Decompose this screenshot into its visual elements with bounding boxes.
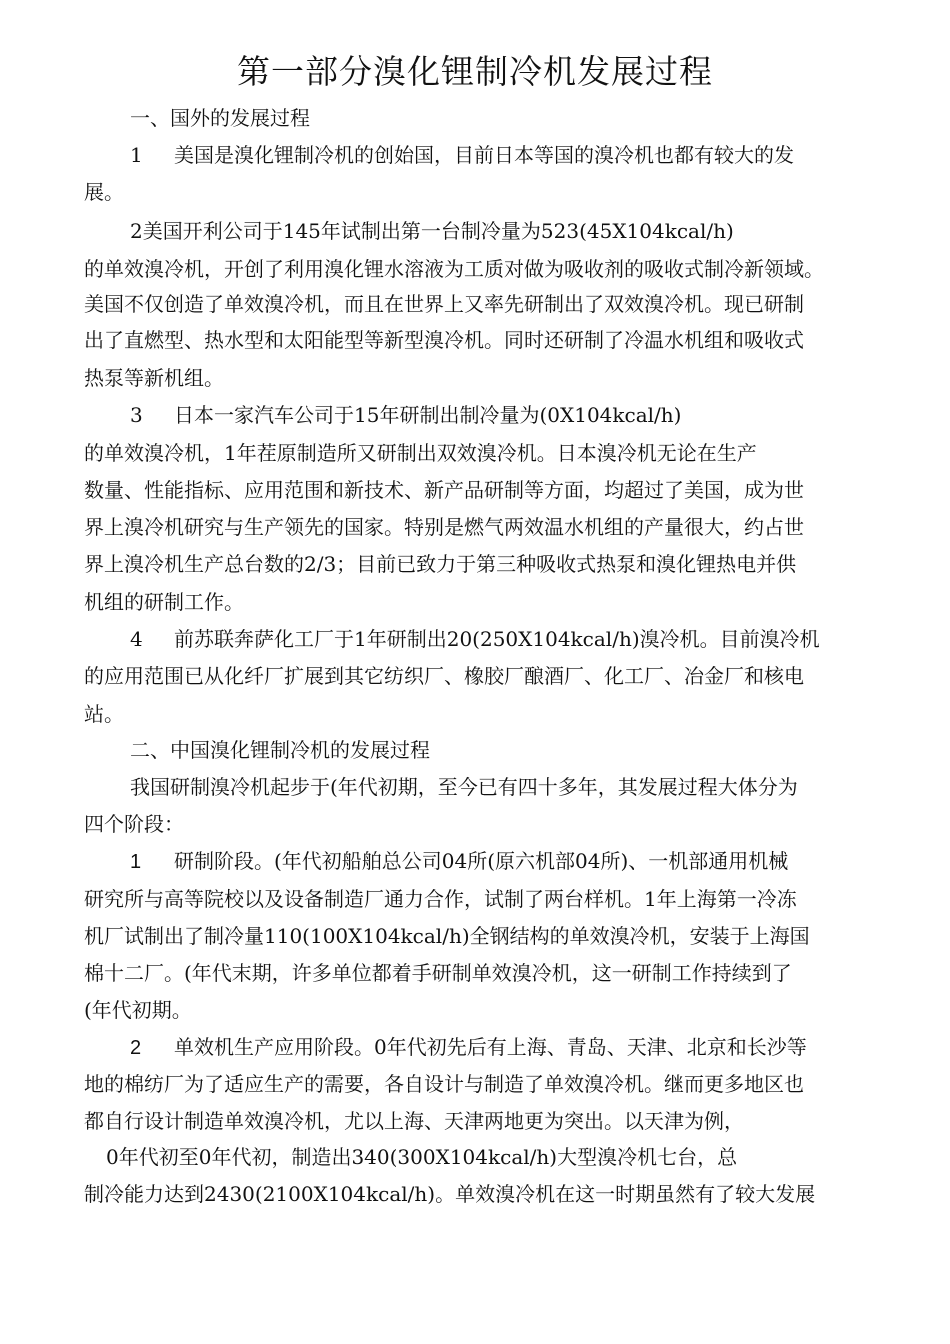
- stage-number: 1: [130, 851, 142, 873]
- paragraph-line: 展。: [84, 180, 124, 204]
- paragraph-line: (年代初期。: [84, 998, 192, 1022]
- paragraph-line: 界上溴冷机生产总台数的2/3；目前已致力于第三种吸收式热泵和溴化锂热电并供: [84, 552, 797, 576]
- item-number: 4: [130, 627, 143, 651]
- paragraph-line: 美国不仅创造了单效溴冷机，而且在世界上又率先研制出了双效溴冷机。现已研制: [84, 292, 804, 316]
- paragraph-line: [130, 1033, 807, 1061]
- paragraph-line: 我国研制溴冷机起步于(年代初期，至今已有四十多年，其发展过程大体分为: [130, 775, 798, 799]
- paragraph-line: 站。: [84, 702, 124, 726]
- paragraph-text: 美国是溴化锂制冷机的创始国，目前日本等国的溴冷机也都有较大的发: [174, 143, 794, 167]
- paragraph-line: [130, 847, 788, 875]
- paragraph-line: 机组的研制工作。: [84, 590, 244, 614]
- paragraph-line: 地的棉纺厂为了适应生产的需要，各自设计与制造了单效溴冷机。继而更多地区也: [84, 1072, 804, 1096]
- paragraph-line: [130, 625, 820, 653]
- paragraph-line: 的单效溴冷机，开创了利用溴化锂水溶液为工质对做为吸收剂的吸收式制冷新领域。: [84, 257, 824, 281]
- paragraph-line: 都自行设计制造单效溴冷机，尤以上海、天津两地更为突出。以天津为例，: [84, 1109, 744, 1133]
- item-number: 3: [130, 403, 143, 427]
- paragraph-line: 0年代初至0年代初，制造出340(300X104kcal/h)大型溴冷机七台，总: [106, 1145, 738, 1169]
- paragraph-line: 出了直燃型、热水型和太阳能型等新型溴冷机。同时还研制了冷温水机组和吸收式: [84, 328, 804, 352]
- paragraph-text: 研制阶段。(年代初船舶总公司04所(原六机部04所)、一机部通用机械: [174, 849, 789, 873]
- paragraph-line: 四个阶段：: [84, 812, 184, 836]
- section-heading-china: 二、中国溴化锂制冷机的发展过程: [130, 738, 430, 762]
- paragraph-line: 热泵等新机组。: [84, 366, 224, 390]
- paragraph-line: 数量、性能指标、应用范围和新技术、新产品研制等方面，均超过了美国，成为世: [84, 478, 804, 502]
- document-title: 第一部分溴化锂制冷机发展过程: [237, 52, 713, 91]
- paragraph-line: [130, 401, 681, 429]
- paragraph-text: 前苏联奔萨化工厂于1年研制出20(250X104kcal/h)溴冷机。目前溴冷机: [174, 627, 820, 651]
- paragraph-text: 日本一家汽车公司于15年研制出制冷量为(0X104kcal/h): [174, 403, 682, 427]
- item-number: 1: [130, 143, 143, 167]
- paragraph-line: 的单效溴冷机，1年茬原制造所又研制出双效溴冷机。日本溴冷机无论在生产: [84, 441, 757, 465]
- paragraph-line: 机厂试制出了制冷量110(100X104kcal/h)全钢结构的单效溴冷机，安装于上海国: [84, 924, 810, 948]
- paragraph-line: 制冷能力达到2430(2100X104kcal/h)。单效溴冷机在这一时期虽然有了较大发展: [84, 1182, 816, 1206]
- paragraph-line: [130, 141, 794, 169]
- stage-number: 2: [130, 1037, 142, 1059]
- section-heading-foreign: 一、国外的发展过程: [130, 106, 310, 130]
- paragraph-line: 棉十二厂。(年代末期，许多单位都着手研制单效溴冷机，这一研制工作持续到了: [84, 961, 792, 985]
- paragraph-line: 的应用范围已从化纤厂扩展到其它纺织厂、橡胶厂酿酒厂、化工厂、冶金厂和核电: [84, 664, 804, 688]
- paragraph-text: 单效机生产应用阶段。0年代初先后有上海、青岛、天津、北京和长沙等: [174, 1035, 807, 1059]
- paragraph-line: 2美国开利公司于145年试制出第一台制冷量为523(45X104kcal/h): [130, 219, 734, 243]
- paragraph-line: 研究所与高等院校以及设备制造厂通力合作，试制了两台样机。1年上海第一冷冻: [84, 887, 797, 911]
- paragraph-line: 界上溴冷机研究与生产领先的国家。特别是燃气两效温水机组的产量很大，约占世: [84, 515, 804, 539]
